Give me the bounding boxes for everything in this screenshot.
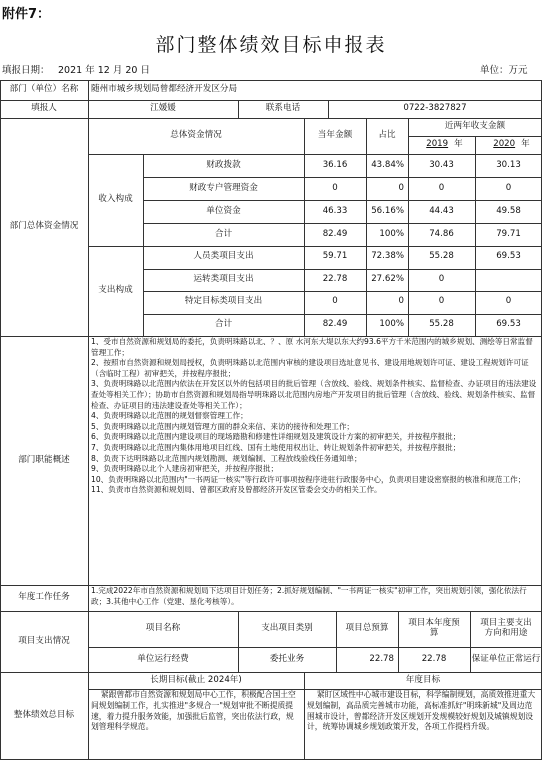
project-section-label: 项目支出情况 xyxy=(18,635,70,646)
income-row-ratio: 100% xyxy=(379,228,404,239)
expense-row-y2019: 55.28 xyxy=(429,251,454,262)
funds-current-header: 当年金额 xyxy=(317,130,353,141)
project-total-header: 项目总预算 xyxy=(345,623,389,634)
annual-goal-label: 年度目标 xyxy=(405,674,441,685)
annual-task-label: 年度工作任务 xyxy=(18,592,70,603)
year-2019: 2019 xyxy=(426,139,449,150)
annual-goal-text: 紧盯区域性中心城市建设目标，科学编制规划，高质效推进重大规划编制，高品质完善城市功能，高标准抓好"明珠新城"及周边范围城市设计，曾都经济开发区规划开发规模较好规划及城镇规划设计，统筹协调城乡规划政策开发，各项工作提档升级。 xyxy=(307,690,536,732)
income-row-name: 财政拨款 xyxy=(206,159,241,170)
expense-row-y2020 xyxy=(475,269,542,292)
long-term-text: 紧跟曾都市自然资源和规划局中心工作，积极配合国土空间规划编制工作，扎实推进"多规合一"规划审批不断提质提速，着力提升服务效能，加强批后监管，突出依法行政，规划管理科学规范。 xyxy=(91,690,296,732)
income-row-name: 合计 xyxy=(214,228,233,239)
unit-label: 单位：万元 xyxy=(480,65,528,76)
duty-item: 8、负责下达明珠路以北范围内规划勘测、规划编制、工程放线验线任务通知单； xyxy=(91,453,362,463)
duty-item: 2、按照市自然资源和规划局授权，负责明珠路以北范围内审核的建设项目选址意见书、建设用地规划许可证、建设工程规划许可证（含临时工程）初审把关，并按程序报批； xyxy=(91,358,529,378)
expense-row-ratio: 100% xyxy=(379,318,404,329)
project-row-name: 单位运行经费 xyxy=(137,653,189,664)
project-row-direction: 保证单位正常运行 xyxy=(471,653,541,664)
expense-row-amount: 59.71 xyxy=(322,251,348,262)
income-row-y2019: 74.86 xyxy=(429,228,454,239)
dept-label: 部门（单位）名称 xyxy=(9,84,79,95)
duty-item: 5、负责明珠路以北范围内规划管理方面的群众来信、来访的接待和处理工作； xyxy=(91,421,355,431)
fill-date: 2021 年 12 月 20 日 xyxy=(58,65,150,76)
year-2020-header xyxy=(475,136,542,154)
funds-overall-header: 总体资金情况 xyxy=(170,130,222,141)
year-2019-header xyxy=(408,136,475,154)
year-suffix: 年 xyxy=(521,139,530,150)
expense-row-y2019: 0 xyxy=(438,296,445,307)
duty-item: 7、负责明珠路以北范围内集体用地项目红线、国有土地使用权出让、转让规划条件初审把关，并按程序报批； xyxy=(91,442,461,452)
project-category-header: 支出项目类别 xyxy=(261,623,313,634)
income-row-name: 单位资金 xyxy=(206,205,241,216)
attachment-label: 附件7： xyxy=(2,7,51,22)
duty-item: 6、负责明珠路以北范围内建设项目的现场踏勘和修建性详细规划及建筑设计方案的初审把关，并按程序报批； xyxy=(91,432,461,442)
income-row-y2020: 79.71 xyxy=(496,228,521,239)
expense-label: 支出构成 xyxy=(98,285,133,296)
project-row-category: 委托业务 xyxy=(269,653,305,664)
expense-row-amount: 0 xyxy=(332,296,338,307)
income-label: 收入构成 xyxy=(98,194,133,205)
income-row-ratio: 0 xyxy=(398,182,404,193)
funds-ratio-header: 占比 xyxy=(378,130,396,141)
year-2020: 2020 xyxy=(493,139,516,150)
expense-row-name: 特定目标类项目支出 xyxy=(184,296,263,307)
income-row-y2020: 49.58 xyxy=(496,205,521,216)
income-row-y2019: 0 xyxy=(438,182,445,193)
project-name-header: 项目名称 xyxy=(145,623,181,634)
funds-section-label: 部门总体资金情况 xyxy=(9,221,79,232)
duty-item: 4、负责明珠路以北范围的规划督察管理工作； xyxy=(91,411,248,421)
year-suffix: 年 xyxy=(454,139,463,150)
page-title: 部门整体绩效目标申报表 xyxy=(155,34,387,56)
phone-number: 0722-3827827 xyxy=(403,103,467,114)
expense-row-ratio: 72.38% xyxy=(371,251,404,262)
income-row-y2020: 30.13 xyxy=(496,159,521,170)
income-row-name: 财政专户管理资金 xyxy=(189,182,258,193)
expense-row-amount: 22.78 xyxy=(322,273,348,284)
income-row-amount: 46.33 xyxy=(322,205,348,216)
filler-label: 填报人 xyxy=(31,103,57,114)
expense-row-y2020: 69.53 xyxy=(496,318,521,329)
expense-row-y2020: 69.53 xyxy=(496,251,521,262)
dept-name: 随州市城乡规划局曾都经济开发区分局 xyxy=(91,84,238,95)
duty-item: 11、负责市自然资源和规划局、曾都区政府及曾都经济开发区管委会交办的相关工作。 xyxy=(91,485,382,495)
income-row-y2019: 44.43 xyxy=(429,205,454,216)
duty-item: 10、负责明珠路以北范围内"一书两证一核实"等行政许可事项按程序进驻行政服务中心，负责项目建设密察报的核准和规范工作； xyxy=(91,474,526,484)
project-annual-header: 项目本年度预算 xyxy=(408,618,460,638)
annual-task-text: 1.完成2022年市自然资源和规划局下达项目计划任务；2.抓好规划编制、"一书两证一核实"初审工作，突出规划引领，强化依法行政；3.其他中心工作（党建、垦化考核等）。 xyxy=(91,586,527,606)
duty-item: 1、受市自然资源和规划局的委托，负责明珠路以北、？、原 水河东大堤以东大约93.6平方千米范围内的城乡规划、测绘等日常监督管理工作； xyxy=(91,337,533,357)
duties-label: 部门职能概述 xyxy=(18,454,70,465)
project-row-annual: 22.78 xyxy=(421,653,447,664)
expense-row-name: 人员类项目支出 xyxy=(193,251,254,262)
duty-item: 9、负责明珠路以北个人建房初审把关，并按程序报批； xyxy=(91,464,279,474)
funds-recent-header: 近两年收支金额 xyxy=(444,121,506,132)
expense-row-ratio: 27.62% xyxy=(371,273,404,284)
expense-row-y2020: 0 xyxy=(505,296,512,307)
long-term-label: 长期目标(截止 2024年) xyxy=(150,674,242,685)
income-row-amount: 82.49 xyxy=(322,228,348,239)
expense-row-y2019: 0 xyxy=(438,273,445,284)
filler-name: 江媛媛 xyxy=(150,103,176,114)
income-row-y2019: 30.43 xyxy=(429,159,454,170)
duties-text xyxy=(88,336,542,585)
expense-row-ratio: 0 xyxy=(398,296,404,307)
project-row-total: 22.78 xyxy=(369,653,394,664)
income-row-y2020: 0 xyxy=(505,182,512,193)
income-row-amount: 36.16 xyxy=(322,159,348,170)
fill-date-label: 填报日期： xyxy=(2,65,50,76)
expense-row-name: 合计 xyxy=(214,318,233,329)
phone-label: 联系电话 xyxy=(265,103,301,114)
expense-row-amount: 82.49 xyxy=(322,318,348,329)
expense-row-name: 运转类项目支出 xyxy=(193,273,254,284)
income-row-amount: 0 xyxy=(332,182,338,193)
income-row-ratio: 56.16% xyxy=(371,205,404,216)
income-row-ratio: 43.84% xyxy=(371,159,404,170)
duty-item: 3、负责明珠路以北范围内依法在开发区以外的包括项目的批后管理（含放线、验线、规划条件核实、监督检查、办证项目的违法建设查处等相关工作）；协助市自然资源和规划局指导明珠路以北范围内房地产开发项目的批后管理（含放线、验线、规划条件核实、监督检查、办证项目的违法建设查处等相关工作）； xyxy=(91,379,537,410)
goals-label: 整体绩效总目标 xyxy=(13,710,75,721)
expense-row-y2019: 55.28 xyxy=(429,318,454,329)
project-direction-header: 项目主要支出方向和用途 xyxy=(480,618,532,638)
